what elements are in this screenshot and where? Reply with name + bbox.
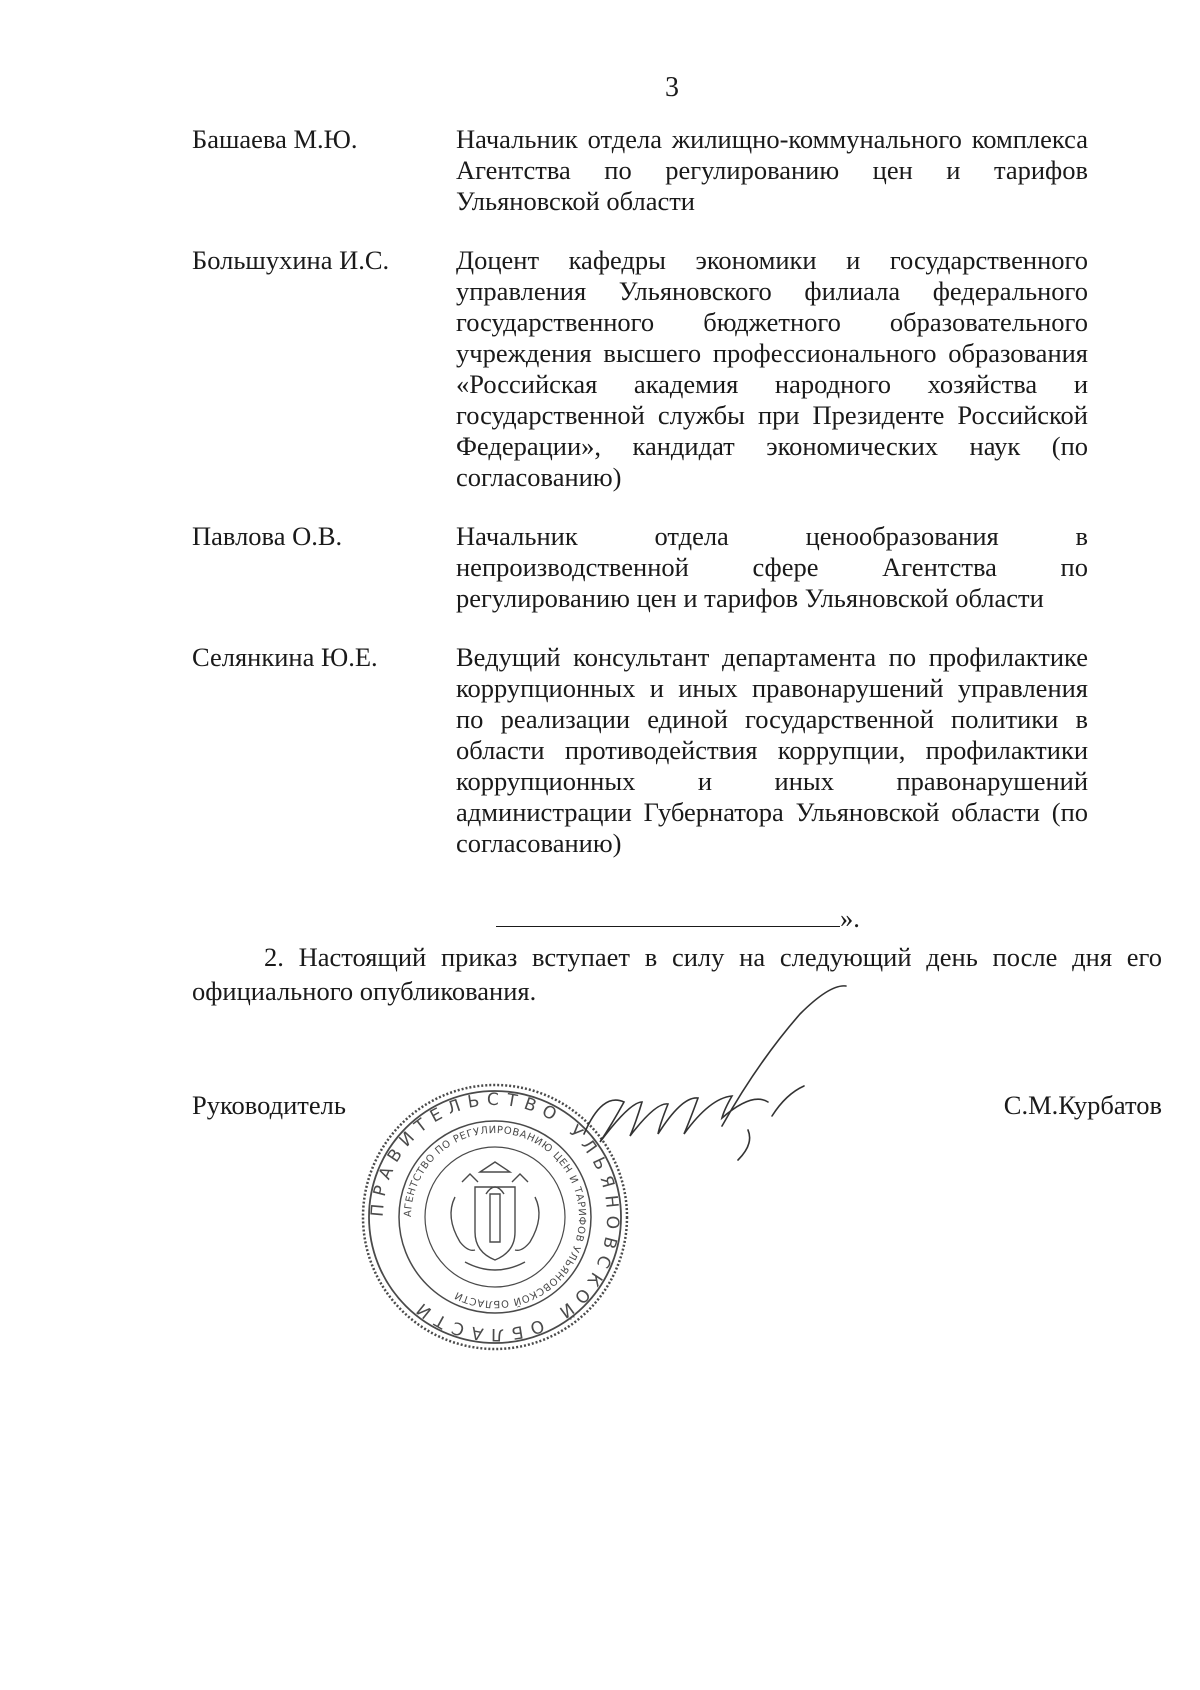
page-number: 3 [665,72,679,103]
clause-paragraph: 2. Настоящий приказ вступает в силу на следующий день после дня его официального опубликования. [192,942,1162,1006]
member-name: Селянкина Ю.Е. [192,642,378,672]
member-name: Большухина И.С. [192,245,390,275]
closing-quote: ». [840,903,860,933]
member-role: Начальник отдела жилищно-коммунального комплекса Агентства по регулированию цен и тарифов Ульяновской области [456,124,1088,216]
member-role: Доцент кафедры экономики и государственного управления Ульяновского филиала федерального государственного бюджетного образовательного учреждения высшего профессионального образования «Российская академия народного хозяйства и государственной службы при Президенте Российской Федерации», кандидат экономических наук (по согласованию) [456,245,1088,492]
member-row [192,521,1092,614]
member-name: Башаева М.Ю. [192,124,358,154]
closing-line [496,902,860,934]
signature-block [192,1090,1162,1350]
signatory-name: С.М.Курбатов [1003,1090,1162,1120]
member-role: Начальник отдела ценообразования в непроизводственной сфере Агентства по регулированию цен и тарифов Ульяновской области [456,521,1088,613]
member-row [192,245,1092,493]
closing-rule [496,902,840,927]
seal-outer-text: ПРАВИТЕЛЬСТВО УЛЬЯНОВСКОЙ ОБЛАСТИ [367,1089,623,1345]
svg-text:АГЕНТСТВО ПО РЕГУЛИРОВАНИЮ ЦЕН [403,1125,587,1309]
member-role: Ведущий консультант департамента по профилактике коррупционных и иных правонарушений управления по реализации единой государственной политики в области противодействия коррупции, профилактики коррупционных и иных правонарушений администрации Губернатора Ульяновской области (по согласованию) [456,642,1088,858]
member-name: Павлова О.В. [192,521,343,551]
signatory-title: Руководитель [192,1090,346,1120]
member-row [192,642,1092,859]
seal-inner-text: АГЕНТСТВО ПО РЕГУЛИРОВАНИЮ ЦЕН И ТАРИФОВ УЛЬЯНОВСКОЙ ОБЛАСТИ [402,1124,588,1310]
members-list [192,124,1092,887]
member-row [192,124,1092,217]
handwritten-signature-icon [572,984,892,1174]
